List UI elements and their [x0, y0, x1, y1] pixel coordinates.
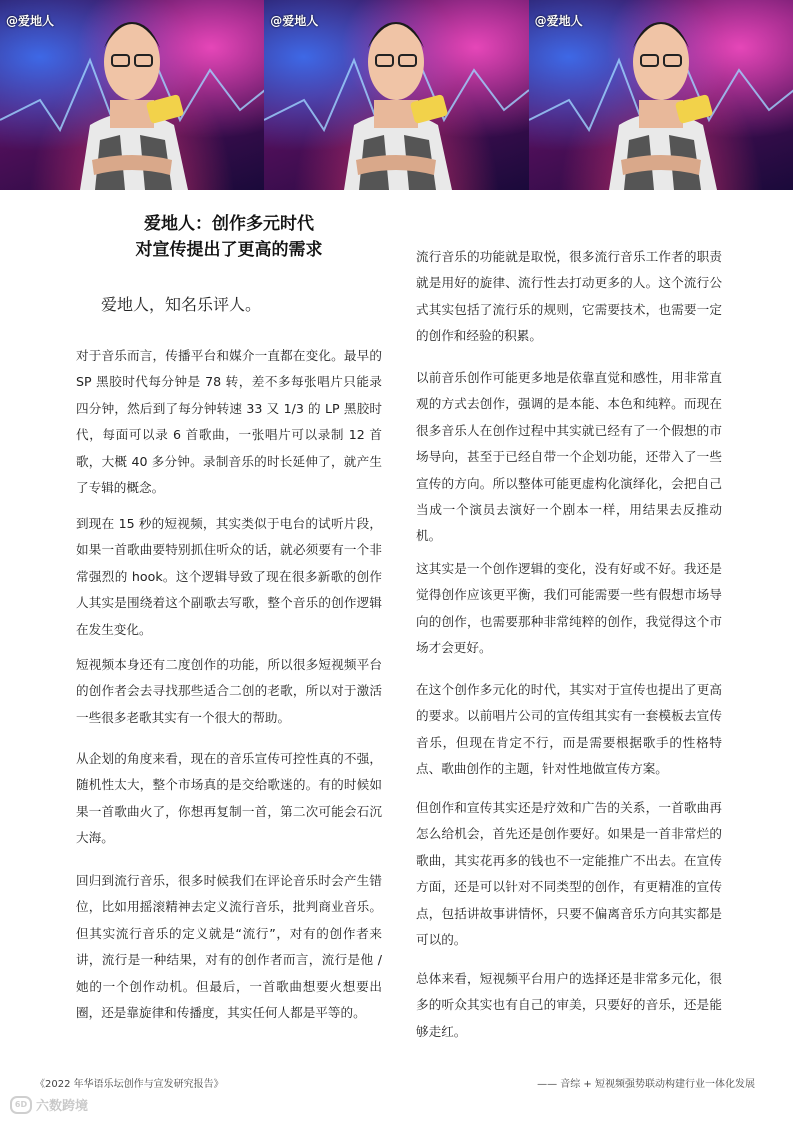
- left-paragraph-1: 对于音乐而言，传播平台和媒介一直都在变化。最早的 SP 黑胶时代每分钟是 78 转，差不多每张唱片只能录四分钟，然后到了每分钟转速 33 又 1/3 的 LP 黑胶时代，每面可以录 6 首歌曲，一张唱片可以录制 12 首歌，大概 40 多分钟。录制音乐的时长延伸了，就产生了专辑的概念。: [76, 348, 382, 496]
- left-paragraph-4: 从企划的角度来看，现在的音乐宣传可控性真的不强，随机性太大，整个市场真的是交给歌迷的。有的时候如果一首歌曲火了，你想再复制一首，第二次可能会石沉大海。: [76, 751, 382, 846]
- watermark: [10, 1095, 88, 1114]
- article-title: [76, 211, 382, 263]
- right-paragraph-5: 但创作和宣传其实还是疗效和广告的关系，一首歌曲再怎么给机会，首先还是创作要好。如果是一首非常烂的歌曲，其实花再多的钱也不一定能推广不出去。在宣传方面，还是可以针对不同类型的创作，有更精准的宣传点，包括讲故事讲情怀，只要不偏离音乐方向其实都是可以的。: [416, 800, 722, 948]
- left-paragraph-2: 到现在 15 秒的短视频，其实类似于电台的试听片段，如果一首歌曲要特别抓住听众的话，就必须要有一个非常强烈的 hook。这个逻辑导致了现在很多新歌的创作人其实是围绕着这个副歌去写歌，整个音乐的创作逻辑在发生变化。: [76, 516, 382, 637]
- banner-photo: [0, 0, 264, 190]
- right-paragraph-1: 流行音乐的功能就是取悦，很多流行音乐工作者的职责就是用好的旋律、流行性去打动更多的人。这个流行公式其实包括了流行乐的规则，它需要技术，也需要一定的创作和经验的积累。: [416, 249, 722, 344]
- right-paragraph-6: 总体来看，短视频平台用户的选择还是非常多元化，很多的听众其实也有自己的审美，只要好的音乐，还是能够走红。: [416, 971, 722, 1039]
- panel-handle-label: @爱地人: [6, 14, 55, 28]
- panel-handle-label: @爱地人: [270, 14, 319, 28]
- header-banner: [0, 0, 793, 190]
- title-line-1: 爱地人：创作多元时代: [144, 214, 314, 234]
- watermark-text: 六数跨境: [36, 1099, 89, 1114]
- author-intro: 爱地人，知名乐评人。: [101, 295, 262, 314]
- right-paragraph-3: 这其实是一个创作逻辑的变化，没有好或不好。我还是觉得创作应该更平衡，我们可能需要一些有假想市场导向的创作，也需要那种非常纯粹的创作，我觉得这个市场才会更好。: [416, 561, 722, 656]
- panel-handle-label: @爱地人: [534, 14, 583, 28]
- banner-photo: [264, 0, 528, 190]
- footer-section-title: —— 音综 + 短视频强势联动构建行业一体化发展: [537, 1079, 755, 1090]
- right-paragraph-4: 在这个创作多元化的时代，其实对于宣传也提出了更高的要求。以前唱片公司的宣传组其实有一套模板去宣传音乐，但现在肯定不行，而是需要根据歌手的性格特点、歌曲创作的主题，针对性地做宣传方案。: [416, 682, 722, 777]
- banner-photo: [529, 0, 793, 190]
- footer-report-title: 《2022 年华语乐坛创作与宣发研究报告》: [35, 1079, 224, 1090]
- left-paragraph-5: 回归到流行音乐，很多时候我们在评论音乐时会产生错位，比如用摇滚精神去定义流行音乐，批判商业音乐。但其实流行音乐的定义就是“流行”，对有的创作者来讲，流行是一种结果，对有的创作者而言，流行是他 / 她的一个创作动机。但最后，一首歌曲想要火想要出圈，还是靠旋律和传播度，其实任何人都是平等的。: [76, 873, 382, 1021]
- title-line-2: 对宣传提出了更高的需求: [135, 240, 323, 260]
- watermark-logo-icon: 6D: [10, 1096, 32, 1114]
- right-paragraph-2: 以前音乐创作可能更多地是依靠直觉和感性，用非常直观的方式去创作，强调的是本能、本色和纯粹。而现在很多音乐人在创作过程中其实就已经有了一个假想的市场导向，甚至于已经自带一个企划功能，还带入了一些宣传的方向。所以整体可能更虚构化演绎化，会把自己当成一个演员去演好一个剧本一样，用结果去反推动机。: [416, 370, 722, 544]
- left-paragraph-3: 短视频本身还有二度创作的功能，所以很多短视频平台的创作者会去寻找那些适合二创的老歌，所以对于激活一些很多老歌其实有一个很大的帮助。: [76, 657, 382, 725]
